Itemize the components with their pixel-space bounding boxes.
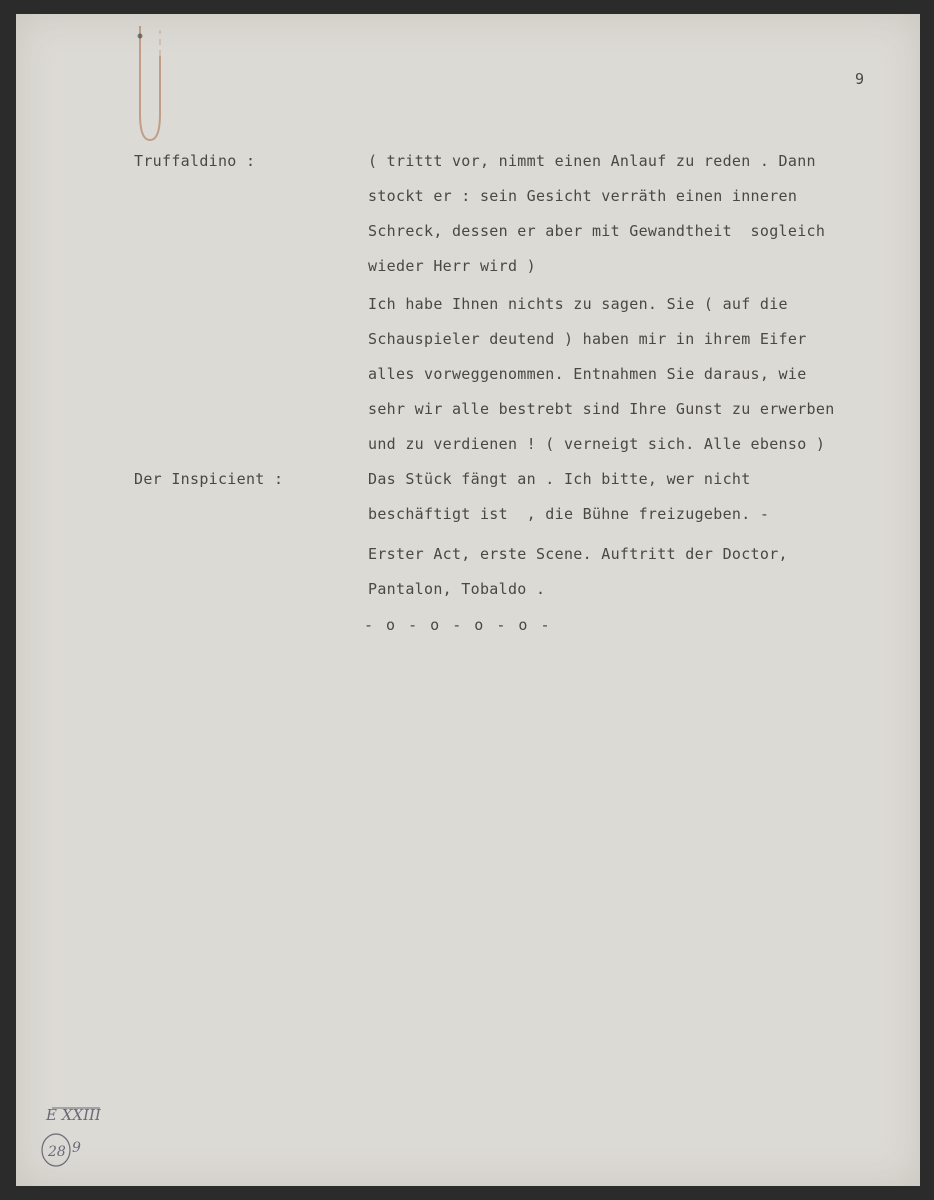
text-line: ( trittt vor, nimmt einen Anlauf zu reden . Dann [368, 152, 816, 170]
speaker-inspicient: Der Inspicient : [134, 470, 284, 488]
text-line: alles vorweggenommen. Entnahmen Sie daraus, wie [368, 365, 807, 383]
text-line: Pantalon, Tobaldo . [368, 580, 546, 598]
svg-text:28: 28 [48, 1144, 66, 1160]
page-number: 9 [855, 70, 865, 88]
text-line: Ich habe Ihnen nichts zu sagen. Sie ( auf die [368, 295, 788, 313]
text-line: Erster Act, erste Scene. Auftritt der Doctor, [368, 545, 788, 563]
svg-text:9: 9 [72, 1140, 81, 1156]
text-line: sehr wir alle bestrebt sind Ihre Gunst zu erwerben [368, 400, 835, 418]
archive-signature-mark [38, 1098, 118, 1178]
document-page [16, 14, 920, 1186]
section-separator: - o - o - o - o - [364, 616, 552, 634]
text-line: Schreck, dessen er aber mit Gewandtheit sogleich [368, 222, 826, 240]
speaker-truffaldino: Truffaldino : [134, 152, 256, 170]
text-line: Schauspieler deutend ) haben mir in ihrem Eifer [368, 330, 807, 348]
text-line: beschäftigt ist , die Bühne freizugeben. - [368, 505, 770, 523]
paperclip-rust-mark [136, 26, 162, 146]
text-line: wieder Herr wird ) [368, 257, 536, 275]
text-line: Das Stück fängt an . Ich bitte, wer nicht [368, 470, 751, 488]
svg-text:E XXIII: E XXIII [46, 1106, 101, 1124]
text-line: stockt er : sein Gesicht verräth einen inneren [368, 187, 798, 205]
text-line: und zu verdienen ! ( verneigt sich. Alle ebenso ) [368, 435, 826, 453]
